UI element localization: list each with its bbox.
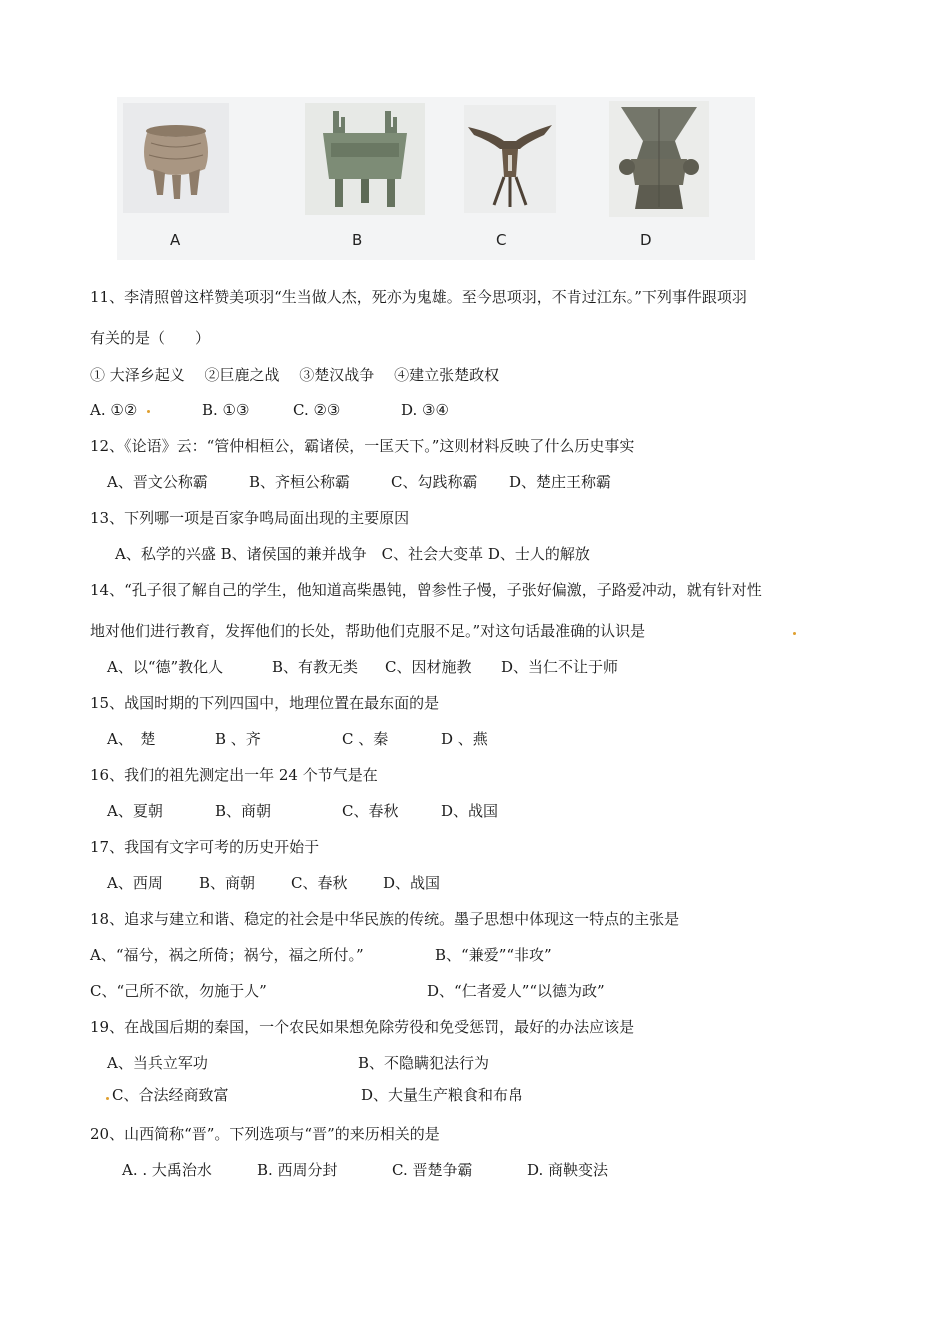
question-13-stem: 13、下列哪一项是百家争鸣局面出现的主要原因 bbox=[90, 509, 410, 527]
question-19-option-c[interactable]: C、合法经商致富 bbox=[112, 1086, 229, 1104]
question-12-option-c[interactable]: C、勾践称霸 bbox=[391, 473, 478, 491]
question-15-option-b[interactable]: B 、齐 bbox=[215, 730, 261, 748]
question-18-stem: 18、追求与建立和谐、稳定的社会是中华民族的传统。墨子思想中体现这一特点的主张是 bbox=[90, 910, 680, 928]
question-17-stem: 17、我国有文字可考的历史开始于 bbox=[90, 838, 320, 856]
question-15-option-d[interactable]: D 、燕 bbox=[441, 730, 488, 748]
question-12-stem: 12、《论语》云：“管仲相桓公，霸诸侯，一匡天下。”这则材料反映了什么历史事实 bbox=[90, 437, 635, 455]
question-17-option-a[interactable]: A、西周 bbox=[107, 874, 163, 892]
question-18-option-b[interactable]: B、“兼爱”“非攻” bbox=[435, 946, 552, 964]
question-17-option-b[interactable]: B、商朝 bbox=[199, 874, 256, 892]
question-12-option-d[interactable]: D、楚庄王称霸 bbox=[509, 473, 612, 491]
question-20-option-b[interactable]: B. 西周分封 bbox=[257, 1161, 338, 1179]
question-14-stem-cont: 地对他们进行教育，发挥他们的长处，帮助他们克服不足。”对这句话最准确的认识是 bbox=[90, 622, 646, 640]
artifact-figure bbox=[117, 97, 755, 260]
question-14-stem: 14、“孔子很了解自己的学生，他知道高柴愚钝，曾参性子慢，子张好偏激，子路爱冲动，就有针对性 bbox=[90, 581, 762, 599]
question-15-option-c[interactable]: C 、秦 bbox=[342, 730, 389, 748]
question-18-option-a[interactable]: A、“福兮，祸之所倚；祸兮，福之所付。” bbox=[90, 946, 364, 964]
question-11-stem: 11、李清照曾这样赞美项羽“生当做人杰，死亦为鬼雄。至今思项羽，不肯过江东。”下列事件跟项羽 bbox=[90, 288, 747, 306]
question-18-option-d[interactable]: D、“仁者爱人”“以德为政” bbox=[427, 982, 605, 1000]
question-14-option-b[interactable]: B、有教无类 bbox=[272, 658, 359, 676]
bronze-ding-icon bbox=[305, 103, 425, 215]
question-12-option-b[interactable]: B、齐桓公称霸 bbox=[249, 473, 351, 491]
question-11-option-b[interactable]: B. ①③ bbox=[202, 401, 250, 419]
question-19-option-b[interactable]: B、不隐瞒犯法行为 bbox=[358, 1054, 490, 1072]
question-19-stem: 19、在战国后期的秦国，一个农民如果想免除劳役和免受惩罚，最好的办法应该是 bbox=[90, 1018, 635, 1036]
question-11-option-c[interactable]: C. ②③ bbox=[293, 401, 341, 419]
question-16-option-c[interactable]: C、春秋 bbox=[342, 802, 399, 820]
stray-mark bbox=[147, 410, 150, 413]
question-14-option-c[interactable]: C、因材施教 bbox=[385, 658, 472, 676]
question-16-option-d[interactable]: D、战国 bbox=[441, 802, 499, 820]
figure-label-a: A bbox=[170, 231, 181, 249]
question-11-items: ① 大泽乡起义 ②巨鹿之战 ③楚汉战争 ④建立张楚政权 bbox=[90, 366, 500, 384]
question-11-stem-cont: 有关的是（ ） bbox=[90, 329, 211, 347]
question-14-option-d[interactable]: D、当仁不让于师 bbox=[501, 658, 619, 676]
figure-label-b: B bbox=[352, 231, 363, 249]
question-19-option-d[interactable]: D、大量生产粮食和布帛 bbox=[361, 1086, 524, 1104]
question-17-option-d[interactable]: D、战国 bbox=[383, 874, 441, 892]
question-20-option-d[interactable]: D. 商鞅变法 bbox=[527, 1161, 609, 1179]
question-18-option-c[interactable]: C、“己所不欲，勿施于人” bbox=[90, 982, 267, 1000]
question-11-option-a[interactable]: A. ①② bbox=[90, 401, 138, 419]
question-11-option-d[interactable]: D. ③④ bbox=[401, 401, 449, 419]
question-19-option-a[interactable]: A、当兵立军功 bbox=[107, 1054, 208, 1072]
question-16-option-a[interactable]: A、夏朝 bbox=[107, 802, 163, 820]
stray-mark bbox=[793, 632, 796, 635]
question-20-option-a[interactable]: A. . 大禹治水 bbox=[122, 1161, 212, 1179]
question-15-stem: 15、战国时期的下列四国中，地理位置在最东面的是 bbox=[90, 694, 440, 712]
question-20-option-c[interactable]: C. 晋楚争霸 bbox=[392, 1161, 473, 1179]
bronze-zun-icon bbox=[609, 101, 709, 217]
question-16-stem: 16、我们的祖先测定出一年 24 个节气是在 bbox=[90, 766, 378, 784]
figure-label-c: C bbox=[496, 231, 507, 249]
stray-mark bbox=[106, 1097, 109, 1100]
question-14-option-a[interactable]: A、以“德”教化人 bbox=[107, 658, 224, 676]
pottery-tripod-icon bbox=[123, 103, 229, 213]
question-13-options[interactable]: A、私学的兴盛 B、诸侯国的兼并战争 C、社会大变革 D、士人的解放 bbox=[115, 545, 590, 563]
bronze-jue-icon bbox=[464, 105, 556, 213]
question-15-option-a[interactable]: A、 楚 bbox=[107, 730, 156, 748]
question-20-stem: 20、山西简称“晋”。下列选项与“晋”的来历相关的是 bbox=[90, 1125, 440, 1143]
question-16-option-b[interactable]: B、商朝 bbox=[215, 802, 272, 820]
question-12-option-a[interactable]: A、晋文公称霸 bbox=[107, 473, 208, 491]
figure-label-d: D bbox=[640, 231, 652, 249]
question-17-option-c[interactable]: C、春秋 bbox=[291, 874, 348, 892]
